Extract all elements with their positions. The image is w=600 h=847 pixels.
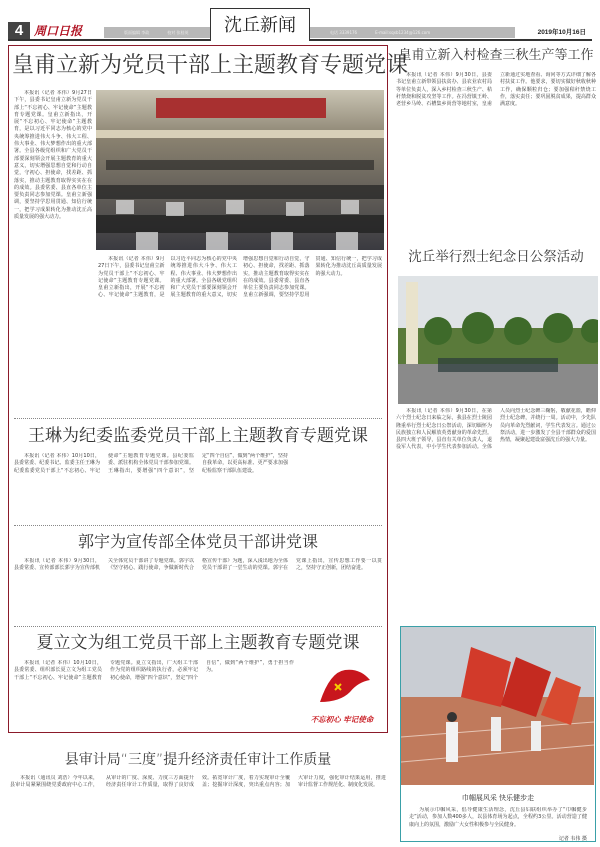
article-5-body: 本报讯（通讯员 刘浩）今年以来，县审计局紧紧围绕党委政府中心工作，从审计的广度、深度、力度三方面提升经济责任审计工作质量，取得了良好成效。拓宽审计广度，着力实现审计全覆盖；挖掘审计深度，突出重点内容；加大审计力度，强化审计结果运用，推进审计监督工作规范化、制度化发展。: [10, 775, 386, 789]
memorial-ceremony-image: [398, 276, 598, 404]
red-flag-icon: [300, 662, 384, 710]
email: E-mail:sqxb1234@126.com: [375, 30, 431, 35]
photo-credit: 记者 韦伟 摄: [558, 836, 587, 842]
article-1-body-cont: 本报讯（记者 本伟）9月27日下午，县委书记皇甫立新为党员干部上“不忘初心、牢记使命”主题教育专题党课。皇甫立新指出，开展“不忘初心、牢记使命”主题教育，是以习近平同志为核心的党中央统筹推进伟大斗争、伟大工程、伟大事业、伟大梦想作出的重大部署。全县各级党组织和广大党员干部要深刻领会开展主题教育的重大意义，切实增强思想自觉和行动自觉，守初心、担使命，找差距、抓落实，推动主题教育取得实实在在的成效。县委常委、县直各单位主要负责同志参加党课。皇甫立新强调，要坚持学思用贯通、知信行统一，把学习成果转化为推动沈丘高质量发展的强大动力。: [98, 256, 382, 299]
proofreader: 校对 张桂英: [167, 29, 189, 35]
header-bar-right: [310, 27, 515, 38]
meeting-photo: [96, 90, 384, 250]
photo-feature-box: [400, 626, 596, 842]
article-1-body: 本报讯（记者 本伟）9月27日下午，县委书记皇甫立新为党员干部上“不忘初心、牢记使命”主题教育专题党课。皇甫立新指出，开展“不忘初心、牢记使命”主题教育，是以习近平同志为核心的党中央统筹推进伟大斗争、伟大工程、伟大事业、伟大梦想作出的重大部署。全县各级党组织和广大党员干部要深刻领会开展主题教育的重大意义，切实增强思想自觉和行动自觉，守初心、担使命，找差距、抓落实，推动主题教育取得实实在在的成效。县委常委、县直各单位主要负责同志参加党课。皇甫立新强调，要坚持学思用贯通、知信行统一，把学习成果转化为推动沈丘高质量发展的强大动力。: [14, 90, 92, 221]
phone: 电话 3339176: [330, 29, 358, 35]
headline-4: 夏立文为组工党员干部上主题教育专题党课: [36, 633, 360, 653]
headline-6: 皇甫立新入村检查三秋生产等工作: [398, 48, 594, 63]
headline-3: 郭宇为宣传部全体党员干部讲党课: [77, 532, 318, 551]
headline-5: 县审计局“三度”提升经济责任审计工作质量: [64, 752, 332, 768]
photo-caption: 巾帼展风采 快乐健步走: [461, 794, 535, 802]
party-emblem: [300, 662, 384, 728]
memorial-photo: [398, 276, 598, 404]
headline-7: 沈丘举行烈士纪念日公祭活动: [408, 249, 584, 265]
article-7-body: 本报讯（记者 本伟）9月30日，在第六个烈士纪念日来临之际，我县在烈士陵园隆重举行烈士纪念日公祭活动，深切缅怀为民族独立和人民解放英勇献身的革命先烈。县四大班子领导，县直有关单位负责人，退役军人代表，中小学生代表参加活动。全体人员向烈士纪念碑三鞠躬，敬献花篮，瞻仰烈士纪念碑，并绕行一周。活动中，少先队员向革命先烈献词，学生代表发言。通过公祭活动，进一步激发了全县干部群众的爱国热情，凝聚起建设富强沈丘的强大力量。: [396, 408, 596, 451]
page-number: 4: [8, 22, 30, 39]
article-2-body: 本报讯（记者 本伟）10月10日，县委常委、纪委书记、监委主任王琳为纪委监委党员干部上“不忘初心、牢记使命”主题教育专题党课。县纪委监委、派驻机构全体党员干部参加党课。王琳指出，要增强“四个意识”，坚定“四个自信”，做到“两个维护”，坚持自我革命，以更高标准、更严要求加强纪检监察干部队伍建设。: [14, 453, 288, 474]
divider: [14, 418, 382, 419]
divider: [14, 525, 382, 526]
headline-1: 皇甫立新为党员干部上主题教育专题党课: [12, 53, 409, 78]
editor: 版面编辑 李政: [124, 29, 150, 35]
headline-2: 王琳为纪委监委党员干部上主题教育专题党课: [28, 426, 368, 446]
walking-event-image: [401, 627, 594, 785]
issue-date: 2019年10月16日: [537, 29, 586, 36]
newspaper-logo: 周口日报: [34, 24, 83, 38]
article-6-body: 本报讯（记者 本伟）9月30日，县委书记皇甫立新带领县扶贫办、县农业农村局等单位负责人，深入乡村检查三秋生产、秸秆禁烧和脱贫攻坚等工作。在冯营镇王岭、老营乡马岭、石槽集乡尚营等地村室，皇甫立新通过实地查看、询问等方式详细了解各村扶贫工作。他要求，要切实做好秋收秋种工作，确保颗粒归仓；要加强秸秆禁烧工作，落实责任；要巩固脱贫成果，提高群众满意度。: [396, 72, 596, 108]
divider: [14, 626, 382, 627]
article-3-body: 本报讯（记者 本伟）9月30日，县委常委、宣传部部长郭宇为宣传部机关全体党员干部讲了专题党课。郭宇以《坚守初心、践行使命，争做新时代合格宣传干部》为题，深入浅出地为全体党员干部讲了一堂生动的党课。郭宇在党课上指出，宣传思想工作要一以贯之，坚持守正创新，团结奋进。: [14, 558, 382, 572]
meeting-hall-image: [96, 90, 384, 250]
header-bar-left: [104, 27, 210, 38]
photo-description: 为展示巾帼风采，倡导健康生活理念，沈丘县妇联组织举办了“巾帼健步走”活动，参加人数400多人，以县体育场为起点，全程约3公里。活动营造了健康向上的氛围，激励广大女性积极参与全民健身。: [409, 807, 587, 828]
article-4-body: 本报讯（记者 本伟）10月10日，县委常委、组织部长夏立文为组工党员干部上“不忘初心、牢记使命”主题教育专题党课。夏立文指出，广大组工干部作为党的组织路线的执行者，必须牢记初心使命，增强“四个意识”，坚定“四个自信”，做到“两个维护”，勇于担当作为。: [14, 660, 294, 681]
section-title: 沈丘新闻: [210, 8, 310, 41]
emblem-slogan: 不忘初心 牢记使命: [310, 715, 374, 724]
